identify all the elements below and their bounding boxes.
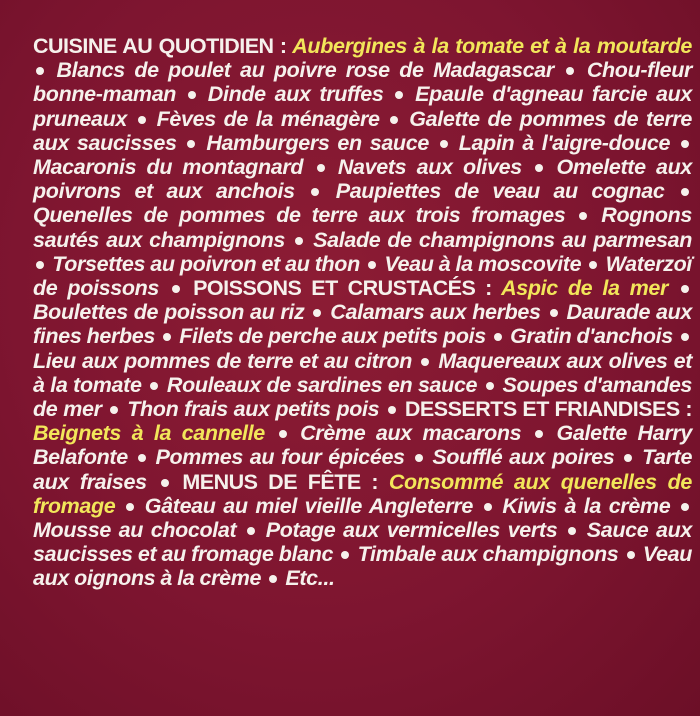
bullet-separator [681,140,689,148]
bullet-separator [579,212,587,220]
section-heading: MENUS DE FÊTE : [182,469,378,494]
bullet-separator [535,164,543,172]
bullet-separator [627,551,635,559]
recipe-title: Lapin à l'aigre-douce [458,130,671,155]
recipe-title: Gâteau au miel vieille Angleterre [144,493,473,518]
bullet-separator [535,430,543,438]
recipe-title: Veau aux oignons à la crème [33,542,693,591]
bullet-separator [550,309,558,317]
featured-recipe-title: Beignets à la cannelle [33,421,265,446]
bullet-separator [681,503,689,511]
bullet-separator [269,575,277,583]
bullet-separator [163,333,171,341]
recipe-title: Daurade aux fines herbes [33,300,693,349]
recipe-title: Soupes d'amandes de mer [33,372,693,422]
recipe-title: Crème aux macarons [300,421,522,446]
bullet-separator [138,454,146,462]
bullet-separator [681,188,689,196]
featured-recipe-title: Aubergines à la tomate et à la moutarde [292,34,692,58]
section-heading: POISSONS ET CRUSTACÉS : [193,276,492,301]
bullet-separator [188,91,196,99]
bullet-separator [494,333,502,341]
bullet-separator [484,503,492,511]
bullet-separator [440,140,448,148]
bullet-separator [624,454,632,462]
recipe-title: Dinde aux truffes [207,82,384,107]
bullet-separator [36,67,44,75]
bullet-separator [341,551,349,559]
bullet-separator [172,285,180,293]
bullet-separator [187,140,195,148]
bullet-separator [486,382,494,390]
recipe-title: Tarte aux fraises [33,445,693,494]
recipe-title: Timbale aux champignons [357,542,619,567]
recipe-title: Torsettes au poivron et au thon [52,251,360,276]
recipe-title: Epaule d'agneau farcie aux pruneaux [33,82,693,131]
recipe-title: Rognons sautés aux champignons [33,203,692,252]
bullet-separator [390,116,398,124]
recipe-title: Chou-fleur bonne-maman [33,58,693,107]
recipe-title: Paupiettes de veau au cognac [335,179,665,204]
bullet-separator [568,527,576,535]
recipe-title: Quenelles de pommes de terre aux trois fromages [33,203,566,228]
recipe-title: Galette de pommes de terre aux saucisses [33,106,693,155]
recipe-title: Veau à la moscovite [384,251,582,276]
recipe-title: Etc... [285,566,335,591]
bullet-separator [368,261,376,269]
recipe-title: Blancs de poulet au poivre rose de Madagascar [56,58,554,83]
bullet-separator [415,454,423,462]
recipe-title: Omelette aux poivrons et aux anchois [33,155,693,204]
recipe-title: Macaronis du montagnard [33,155,304,180]
bullet-separator [279,430,287,438]
recipe-title: Maquereaux aux olives et à la tomate [33,348,693,397]
bullet-separator [126,503,134,511]
recipe-title: Potage aux vermicelles verts [265,518,558,543]
bullet-separator [295,237,303,245]
featured-recipe-title: Aspic de la mer [501,276,668,301]
recipe-title: Salade de champignons au parmesan [313,227,692,252]
featured-recipe-title: Consommé aux quenelles de fromage [33,469,692,518]
recipe-title: Sauce aux saucisses et au fromage blanc [33,518,693,567]
recipe-title: Rouleaux de sardines en sauce [166,372,478,397]
recipe-title: Hamburgers en sauce [206,130,429,155]
recipe-title: Pommes au four épicées [155,445,405,470]
bullet-separator [388,406,396,414]
recipe-title: Calamars aux herbes [330,300,541,325]
bullet-separator [138,116,146,124]
bullet-separator [36,261,44,269]
recipe-title: Thon frais aux petits pois [127,397,380,422]
bullet-separator [681,333,689,341]
recipe-title: Navets aux olives [337,155,522,180]
recipe-title: Gratin d'anchois [510,324,673,349]
bullet-separator [421,358,429,366]
bullet-separator [395,91,403,99]
recipe-title: Soufflé aux poires [432,445,615,470]
bullet-separator [150,382,158,390]
recipe-title: Lieu aux pommes de terre et au citron [33,348,413,373]
bullet-separator [247,527,255,535]
recipe-title: Fèves de la ménagère [156,106,380,131]
recipe-title: Filets de perche aux petits pois [179,324,486,349]
recipe-title: Kiwis à la crème [502,493,671,518]
bullet-separator [161,479,169,487]
bullet-separator [566,67,574,75]
recipe-title: Boulettes de poisson au riz [33,300,305,325]
bullet-separator [681,285,689,293]
section-heading: DESSERTS ET FRIANDISES : [404,397,693,422]
bullet-separator [311,188,319,196]
recipe-index-text [33,34,692,591]
recipe-title: Mousse au chocolat [33,518,237,543]
bullet-separator [317,164,325,172]
bullet-separator [110,406,118,414]
bullet-separator [589,261,597,269]
bullet-separator [313,309,321,317]
recipe-title: Galette Harry Belafonte [33,421,692,470]
recipe-title: Waterzoï de poissons [33,251,693,301]
section-heading: CUISINE AU QUOTIDIEN : [33,34,287,58]
